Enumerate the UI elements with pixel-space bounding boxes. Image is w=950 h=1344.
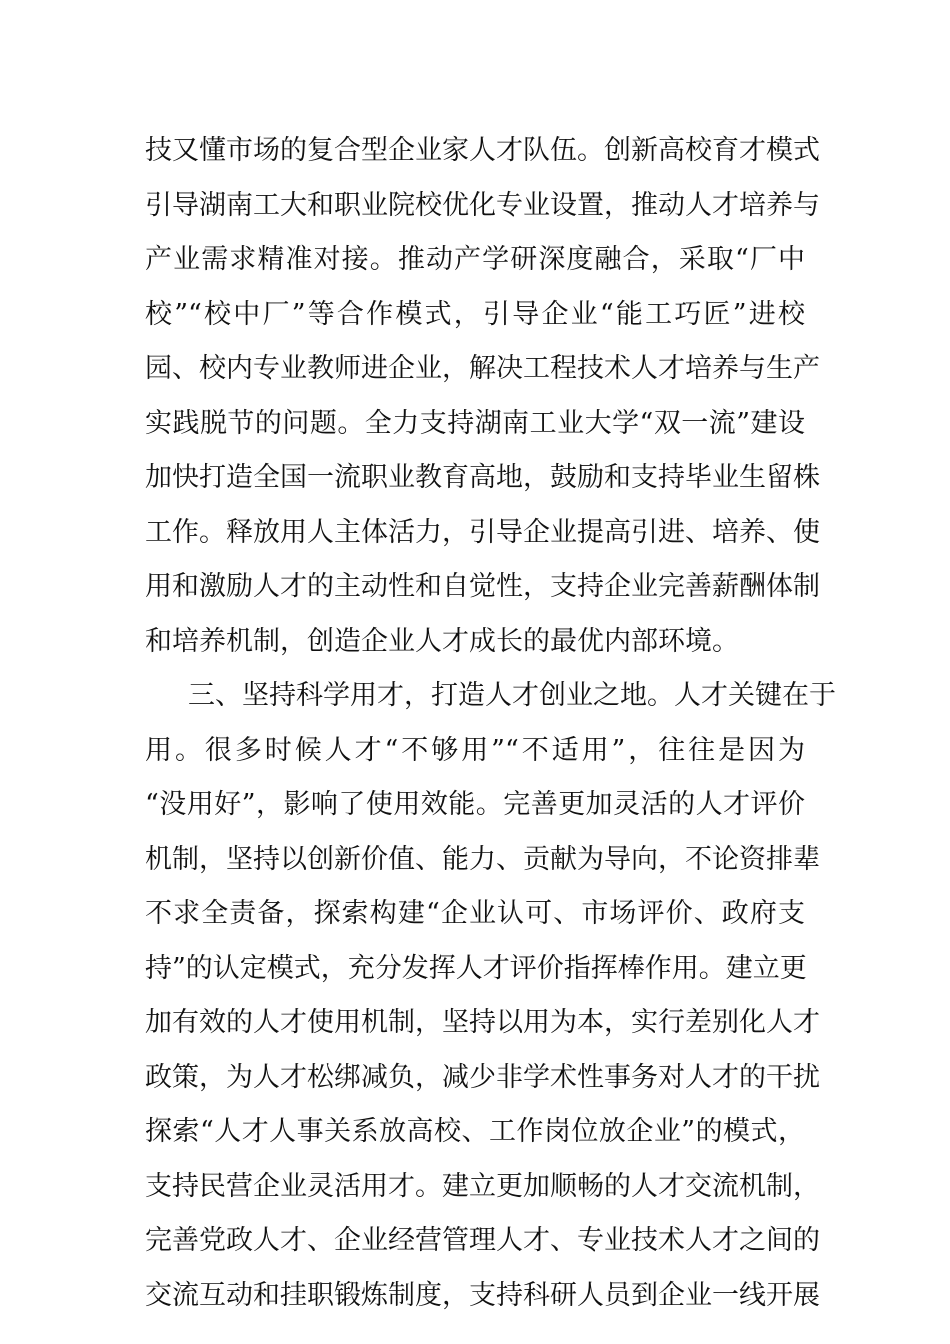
text-line-paragraph-end: 和培养机制，创造企业人才成长的最优内部环境。 (145, 625, 739, 657)
text-line: 完善党政人才、企业经营管理人才、专业技术人才之间的 (145, 1225, 820, 1256)
text-line: 加有效的人才使用机制，坚持以用为本，实行差别化人才 (145, 1007, 820, 1038)
text-line: 加快打造全国一流职业教育高地，鼓励和支持毕业生留株 (145, 462, 820, 493)
text-line: 产业需求精准对接。推动产学研深度融合，采取“厂中 (145, 244, 805, 275)
text-line: 引导湖南工大和职业院校优化专业设置，推动人才培养与 (145, 189, 820, 221)
section-heading-line: 三、坚持科学用才，打造人才创业之地。人才关键在于 (188, 680, 836, 711)
text-line: 支持民营企业灵活用才。建立更加顺畅的人才交流机制， (145, 1170, 820, 1202)
text-line: 用和激励人才的主动性和自觉性，支持企业完善薪酬体制 (145, 571, 820, 602)
text-line: 持”的认定模式，充分发挥人才评价指挥棒作用。建立更 (145, 952, 807, 984)
text-line: 实践脱节的问题。全力支持湖南工业大学“双一流”建设 (145, 407, 805, 439)
body-text (145, 124, 836, 1323)
text-line: 园、校内专业教师进企业，解决工程技术人才培养与生产 (145, 353, 820, 384)
text-line: 交流互动和挂职锻炼制度，支持科研人员到企业一线开展 (145, 1279, 820, 1311)
text-line: 政策，为人才松绑减负，减少非学术性事务对人才的干扰 (145, 1061, 820, 1093)
text-line: 技又懂市场的复合型企业家人才队伍。创新高校育才模式 (145, 135, 820, 166)
text-line: 工作。释放用人主体活力，引导企业提高引进、培养、使 (145, 516, 820, 548)
text-line: 校”“校中厂”等合作模式，引导企业“能工巧匠”进校 (145, 298, 805, 330)
text-line: 不求全责备，探索构建“企业认可、市场评价、政府支 (145, 898, 805, 929)
text-line: 探索“人才人事关系放高校、工作岗位放企业”的模式， (145, 1116, 805, 1147)
text-line: “没用好”，影响了使用效能。完善更加灵活的人才评价 (145, 789, 805, 820)
text-line: 用。很多时候人才“不够用”“不适用”，往往是因为 (145, 734, 805, 766)
text-line: 机制，坚持以创新价值、能力、贡献为导向，不论资排辈 (145, 843, 820, 875)
